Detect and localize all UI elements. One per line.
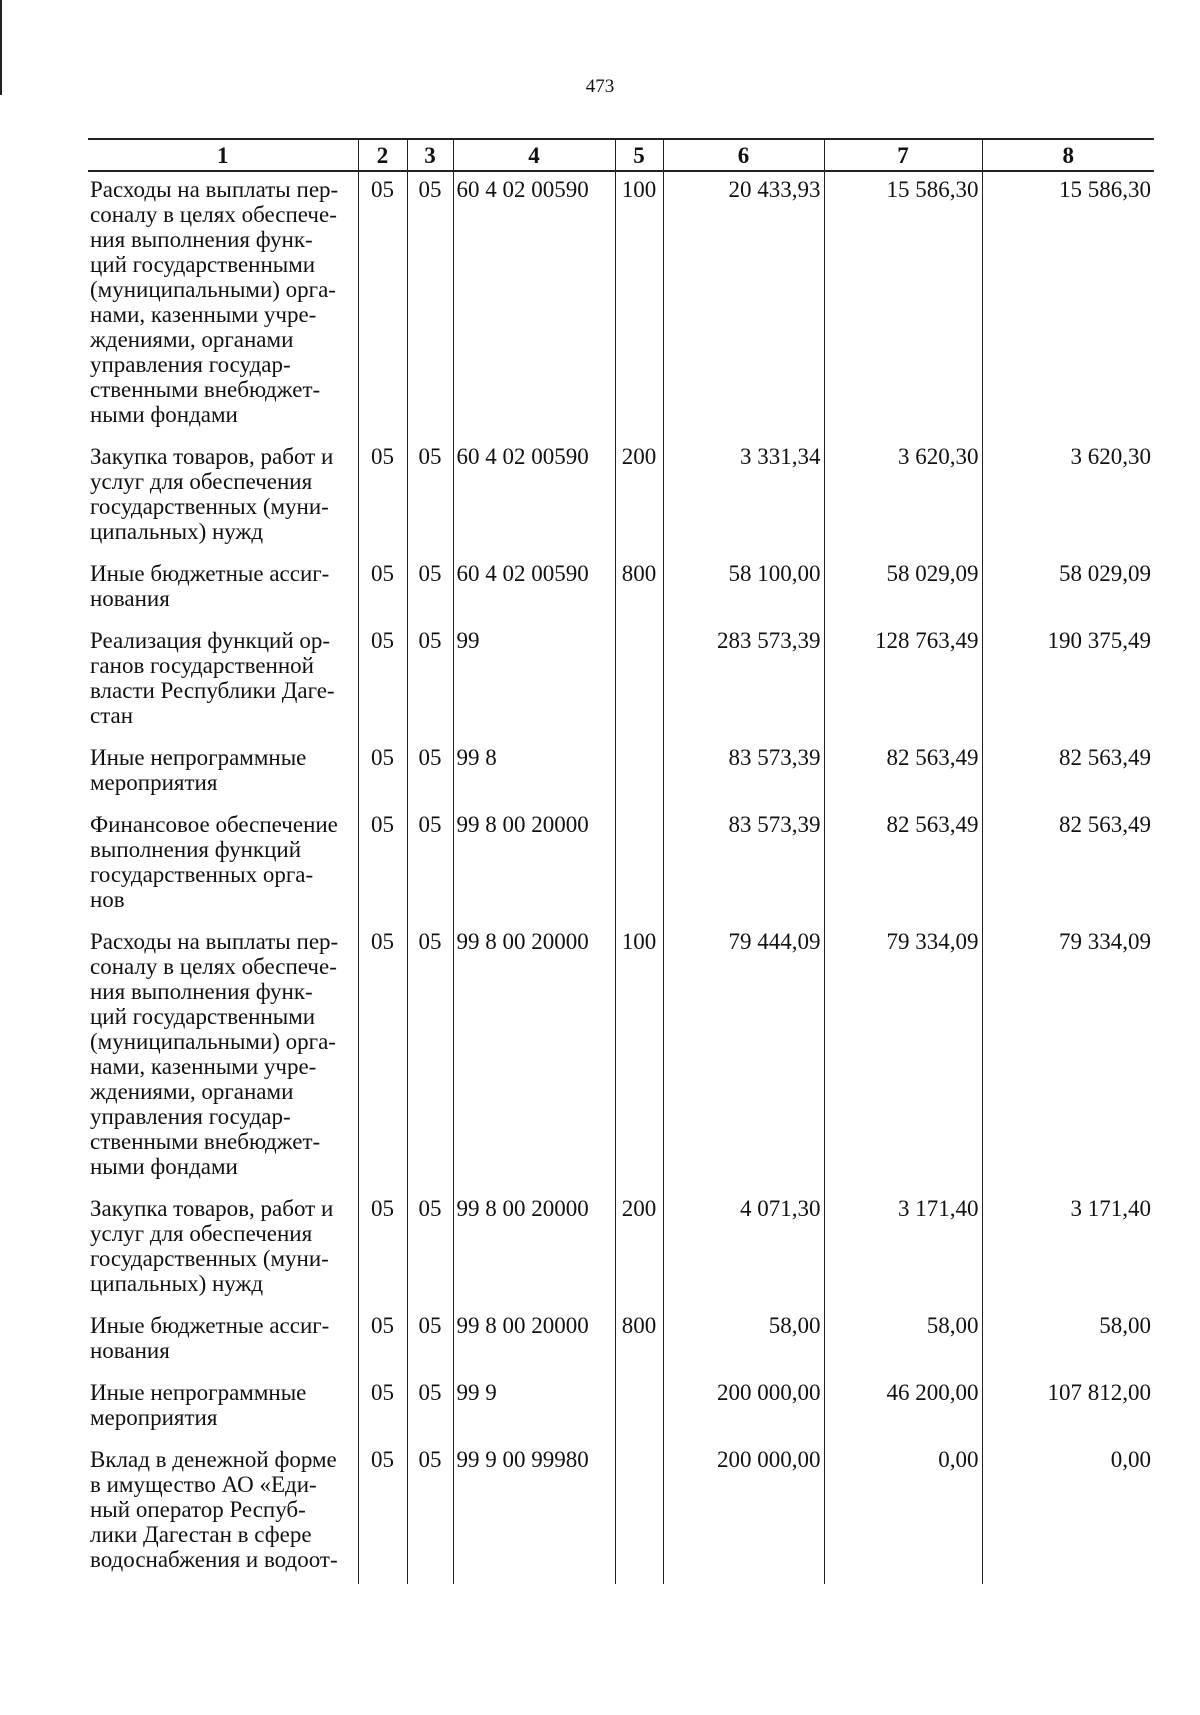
amount-col-6: 79 444,09: [663, 924, 824, 1191]
expense-type-code: [615, 1442, 663, 1584]
subsection-code: 05: [407, 924, 453, 1191]
page-number: 473: [585, 76, 615, 97]
section-code: 05: [358, 556, 407, 623]
column-header: 3: [407, 139, 453, 171]
expense-type-code: 800: [615, 1308, 663, 1375]
amount-col-7: 58 029,09: [824, 556, 982, 623]
target-article-code: 99 9 00 99980: [453, 1442, 615, 1584]
subsection-code: 05: [407, 740, 453, 807]
target-article-code: 99 8: [453, 740, 615, 807]
table-row: [88, 924, 1154, 1191]
expense-type-code: 200: [615, 439, 663, 556]
table-row: [88, 171, 1154, 439]
amount-col-6: 200 000,00: [663, 1442, 824, 1584]
section-code: 05: [358, 439, 407, 556]
table-header-row: [88, 139, 1154, 171]
expense-name: Иные бюджетные ассиг- нования: [90, 1313, 330, 1363]
subsection-code: 05: [407, 171, 453, 439]
column-header: 6: [663, 139, 824, 171]
expense-name: Реализация функций ор- ганов государственной власти Республики Даге- стан: [90, 628, 335, 728]
subsection-code: 05: [407, 1442, 453, 1584]
target-article-code: 99 8 00 20000: [453, 924, 615, 1191]
amount-col-6: 83 573,39: [663, 807, 824, 924]
amount-col-7: 79 334,09: [824, 924, 982, 1191]
subsection-code: 05: [407, 439, 453, 556]
column-header: 5: [615, 139, 663, 171]
amount-col-8: 107 812,00: [982, 1375, 1154, 1442]
table-row: [88, 740, 1154, 807]
amount-col-6: 58 100,00: [663, 556, 824, 623]
target-article-code: 60 4 02 00590: [453, 439, 615, 556]
amount-col-7: 3 620,30: [824, 439, 982, 556]
table-row: [88, 623, 1154, 740]
amount-col-6: 3 331,34: [663, 439, 824, 556]
table-row: [88, 1442, 1154, 1584]
section-code: 05: [358, 171, 407, 439]
expense-name: Закупка товаров, работ и услуг для обеспечения государственных (муни- ципальных) нужд: [90, 1196, 334, 1296]
subsection-code: 05: [407, 1308, 453, 1375]
amount-col-6: 200 000,00: [663, 1375, 824, 1442]
amount-col-8: 58,00: [982, 1308, 1154, 1375]
expense-type-code: 200: [615, 1191, 663, 1308]
amount-col-8: 15 586,30: [982, 171, 1154, 439]
expense-name: Иные непрограммные мероприятия: [90, 1380, 307, 1430]
target-article-code: 60 4 02 00590: [453, 171, 615, 439]
section-code: 05: [358, 623, 407, 740]
expense-name: Иные непрограммные мероприятия: [90, 745, 307, 795]
subsection-code: 05: [407, 1375, 453, 1442]
table-row: [88, 1191, 1154, 1308]
amount-col-8: 0,00: [982, 1442, 1154, 1584]
section-code: 05: [358, 740, 407, 807]
table-row: [88, 1375, 1154, 1442]
target-article-code: 99 8 00 20000: [453, 1191, 615, 1308]
table-row: [88, 439, 1154, 556]
target-article-code: 99 8 00 20000: [453, 1308, 615, 1375]
target-article-code: 99 8 00 20000: [453, 807, 615, 924]
target-article-code: 99: [453, 623, 615, 740]
expense-type-code: [615, 623, 663, 740]
section-code: 05: [358, 924, 407, 1191]
amount-col-8: 58 029,09: [982, 556, 1154, 623]
section-code: 05: [358, 807, 407, 924]
expense-name: Иные бюджетные ассиг- нования: [90, 561, 330, 611]
budget-table: [88, 138, 1154, 1584]
target-article-code: 60 4 02 00590: [453, 556, 615, 623]
amount-col-8: 3 620,30: [982, 439, 1154, 556]
amount-col-6: 20 433,93: [663, 171, 824, 439]
expense-type-code: [615, 1375, 663, 1442]
amount-col-7: 128 763,49: [824, 623, 982, 740]
expense-type-code: 100: [615, 171, 663, 439]
column-header: 2: [358, 139, 407, 171]
target-article-code: 99 9: [453, 1375, 615, 1442]
table-row: [88, 1308, 1154, 1375]
amount-col-7: 58,00: [824, 1308, 982, 1375]
section-code: 05: [358, 1375, 407, 1442]
subsection-code: 05: [407, 623, 453, 740]
table-row: [88, 556, 1154, 623]
amount-col-6: 58,00: [663, 1308, 824, 1375]
column-header: 8: [982, 139, 1154, 171]
column-header: 4: [453, 139, 615, 171]
amount-col-7: 3 171,40: [824, 1191, 982, 1308]
expense-name: Расходы на выплаты пер- соналу в целях обеспече- ния выполнения функ- ций государственными (муниципальными) орга- нами, казенными учре- ждениями, органами управления государ- ственными внебюджет- ными фондами: [90, 929, 339, 1179]
expense-type-code: 100: [615, 924, 663, 1191]
amount-col-7: 82 563,49: [824, 807, 982, 924]
subsection-code: 05: [407, 1191, 453, 1308]
expense-name: Финансовое обеспечение выполнения функций государственных орга- нов: [90, 812, 338, 912]
amount-col-8: 190 375,49: [982, 623, 1154, 740]
table-row: [88, 807, 1154, 924]
amount-col-8: 82 563,49: [982, 740, 1154, 807]
expense-type-code: 800: [615, 556, 663, 623]
amount-col-6: 283 573,39: [663, 623, 824, 740]
amount-col-7: 0,00: [824, 1442, 982, 1584]
column-header: 1: [88, 139, 358, 171]
amount-col-7: 46 200,00: [824, 1375, 982, 1442]
amount-col-8: 3 171,40: [982, 1191, 1154, 1308]
expense-name: Вклад в денежной форме в имущество АО «Еди- ный оператор Респуб- лики Дагестан в сфере водоснабжения и водоот-: [90, 1447, 338, 1572]
section-code: 05: [358, 1308, 407, 1375]
expense-name: Расходы на выплаты пер- соналу в целях обеспече- ния выполнения функ- ций государственными (муниципальными) орга- нами, казенными учре- ждениями, органами управления государ- ственными внебюджет- ными фондами: [90, 177, 339, 427]
expense-type-code: [615, 740, 663, 807]
amount-col-6: 4 071,30: [663, 1191, 824, 1308]
subsection-code: 05: [407, 807, 453, 924]
amount-col-7: 82 563,49: [824, 740, 982, 807]
expense-type-code: [615, 807, 663, 924]
amount-col-7: 15 586,30: [824, 171, 982, 439]
section-code: 05: [358, 1442, 407, 1584]
expense-name: Закупка товаров, работ и услуг для обеспечения государственных (муни- ципальных) нужд: [90, 444, 334, 544]
column-header: 7: [824, 139, 982, 171]
amount-col-8: 79 334,09: [982, 924, 1154, 1191]
amount-col-8: 82 563,49: [982, 807, 1154, 924]
amount-col-6: 83 573,39: [663, 740, 824, 807]
section-code: 05: [358, 1191, 407, 1308]
subsection-code: 05: [407, 556, 453, 623]
